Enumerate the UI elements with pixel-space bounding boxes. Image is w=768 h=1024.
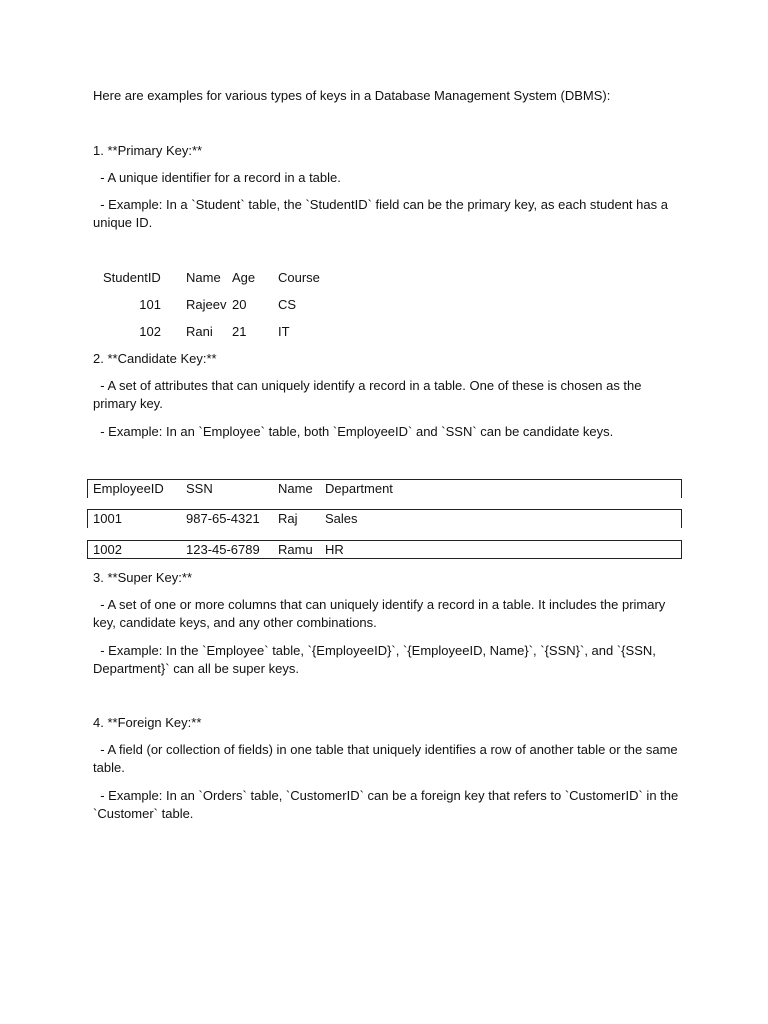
table-cell: CS (278, 297, 297, 312)
primary-key-definition: - A unique identifier for a record in a table. (93, 170, 341, 185)
table-cell: Sales (325, 511, 358, 526)
table-cell: 1002 (93, 542, 122, 557)
header-cell: EmployeeID (93, 481, 164, 496)
foreign-key-heading: 4. **Foreign Key:** (93, 715, 202, 730)
table-row-border (87, 509, 682, 528)
super-key-heading: 3. **Super Key:** (93, 570, 193, 585)
primary-key-example: - Example: In a `Student` table, the `StudentID` field can be the primary key, as each student has a unique ID. (93, 197, 672, 230)
table-cell: 20 (232, 297, 247, 312)
header-cell: Department (325, 481, 393, 496)
table-cell: 101 (139, 297, 161, 312)
header-cell: Age (232, 270, 256, 285)
table-cell: 987-65-4321 (186, 511, 260, 526)
super-key-definition: - A set of one or more columns that can uniquely identify a record in a table. It includes the primary key, candidate keys, and any other combinations. (93, 597, 669, 630)
table-cell: Raj (278, 511, 298, 526)
foreign-key-example: - Example: In an `Orders` table, `CustomerID` can be a foreign key that refers to `CustomerID` in the `Customer` table. (93, 788, 682, 821)
super-key-example: - Example: In the `Employee` table, `{EmployeeID}`, `{EmployeeID, Name}`, `{SSN}`, and `{SSN, Department}` can all be super keys. (93, 643, 660, 676)
table-cell: HR (325, 542, 344, 557)
header-cell: SSN (186, 481, 213, 496)
table-cell: 1001 (93, 511, 122, 526)
header-cell: StudentID (103, 270, 161, 285)
header-cell: Name (278, 481, 313, 496)
table-cell: Rajeev (186, 297, 227, 312)
candidate-key-example: - Example: In an `Employee` table, both `EmployeeID` and `SSN` can be candidate keys. (93, 424, 614, 439)
table-cell: Rani (186, 324, 213, 339)
header-cell: Course (278, 270, 320, 285)
intro-text: Here are examples for various types of keys in a Database Management System (DBMS): (93, 88, 611, 103)
foreign-key-definition: - A field (or collection of fields) in one table that uniquely identifies a row of another table or the same table. (93, 742, 682, 775)
table-cell: IT (278, 324, 290, 339)
table-cell: 123-45-6789 (186, 542, 260, 557)
candidate-key-definition: - A set of attributes that can uniquely identify a record in a table. One of these is chosen as the primary key. (93, 378, 646, 411)
table-row-border (87, 540, 682, 559)
table-cell: Ramu (278, 542, 313, 557)
candidate-key-heading: 2. **Candidate Key:** (93, 351, 217, 366)
header-cell: Name (186, 270, 221, 285)
table-cell: 21 (232, 324, 247, 339)
table-cell: 102 (139, 324, 161, 339)
primary-key-heading: 1. **Primary Key:** (93, 143, 203, 158)
